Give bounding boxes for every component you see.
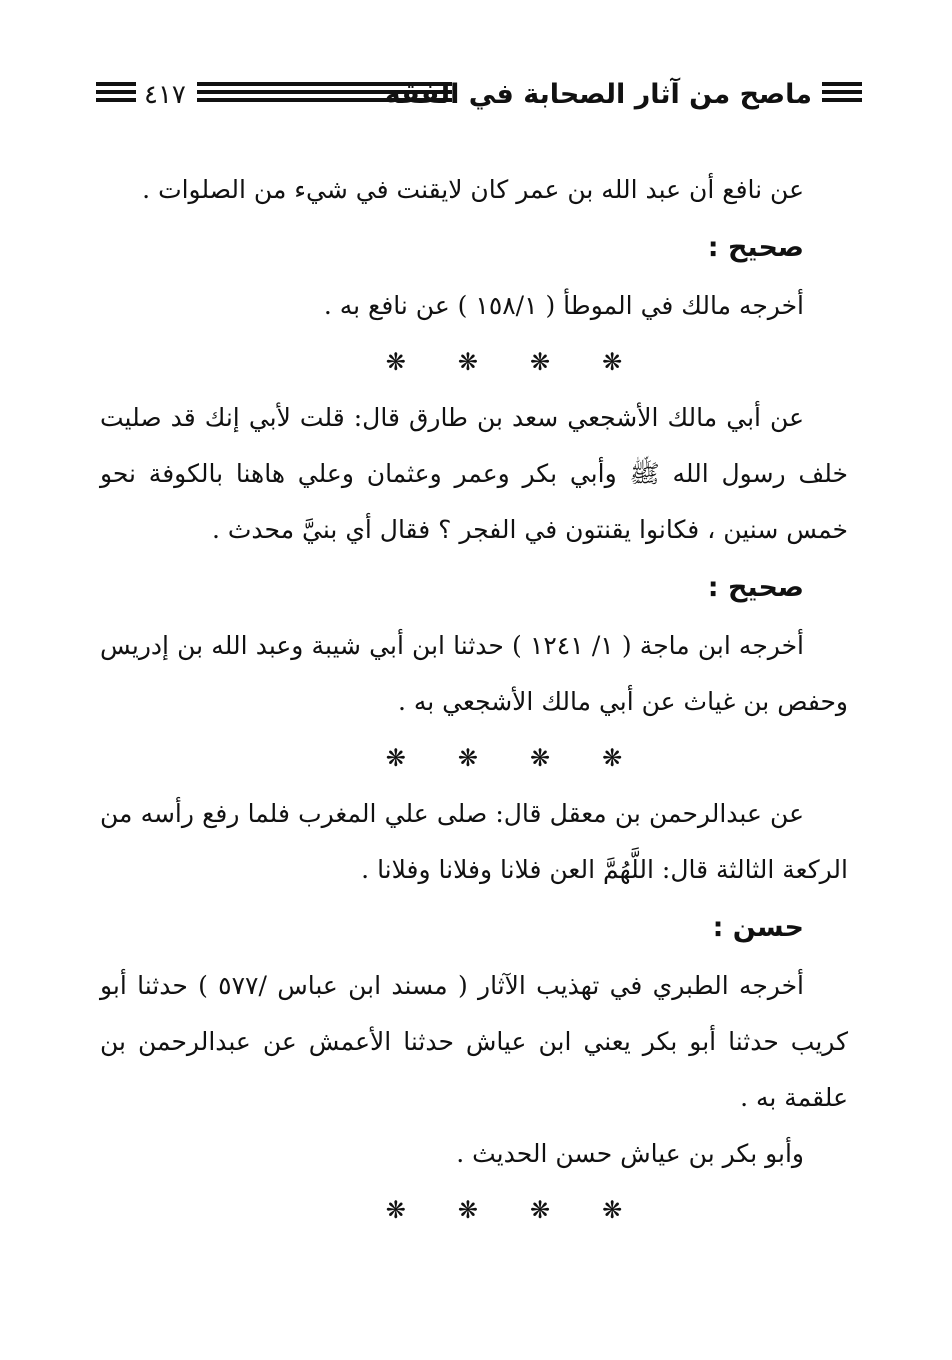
separator-star: ❋ <box>457 1196 478 1224</box>
grade-label-2: صحيح : <box>707 572 804 603</box>
separator-star: ❋ <box>530 348 551 376</box>
header-rule-right <box>822 82 862 106</box>
grade-label-1: صحيح : <box>707 232 804 263</box>
separator-star: ❋ <box>457 744 478 772</box>
separator-star: ❋ <box>457 348 478 376</box>
separator-1 <box>100 334 848 390</box>
header-rule-left <box>96 82 136 106</box>
narration-3: عن عبدالرحمن بن معقل قال: صلى علي المغرب فلما رفع رأسه من الركعة الثالثة قال: اللَّهُمَّ العن فلانا وفلانا وفلانا . <box>100 799 848 884</box>
separator-star: ❋ <box>530 744 551 772</box>
separator-3 <box>100 1182 848 1238</box>
separator-star: ❋ <box>602 1196 623 1224</box>
page-body <box>100 162 848 1238</box>
separator-star: ❋ <box>602 744 623 772</box>
separator-2 <box>100 730 848 786</box>
page-number: ٤١٧ <box>144 80 186 110</box>
separator-star: ❋ <box>385 744 406 772</box>
source-3: أخرجه الطبري في تهذيب الآثار ( مسند ابن عباس /٥٧٧ ) حدثنا أبو كريب حدثنا أبو بكر يعني ابن عياش حدثنا الأعمش عن عبدالرحمن بن علقمة به . <box>100 971 848 1112</box>
note-3: وأبو بكر بن عياش حسن الحديث . <box>456 1139 804 1168</box>
running-title: ماصح من آثار الصحابة في الفقه <box>384 79 812 110</box>
source-2: أخرجه ابن ماجة ( ١/ ١٢٤١ ) حدثنا ابن أبي شيبة وعبد الله بن إدريس وحفص بن غياث عن أبي مالك الأشجعي به . <box>100 631 848 716</box>
separator-star: ❋ <box>385 1196 406 1224</box>
grade-label-3: حسن : <box>712 912 804 943</box>
separator-star: ❋ <box>385 348 406 376</box>
separator-star: ❋ <box>602 348 623 376</box>
narration-2: عن أبي مالك الأشجعي سعد بن طارق قال: قلت لأبي إنك قد صليت خلف رسول الله ﷺ وأبي بكر وعمر وعثمان وعلي هاهنا بالكوفة نحو خمس سنين ، فكانوا يقنتون في الفجر ؟ فقال أي بنيَّ محدث . <box>100 403 848 544</box>
narration-1: عن نافع أن عبد الله بن عمر كان لايقنت في شيء من الصلوات . <box>142 175 804 204</box>
separator-star: ❋ <box>530 1196 551 1224</box>
source-1: أخرجه مالك في الموطأ ( ١٥٨/١ ) عن نافع به . <box>323 291 804 320</box>
page-header <box>92 70 862 120</box>
